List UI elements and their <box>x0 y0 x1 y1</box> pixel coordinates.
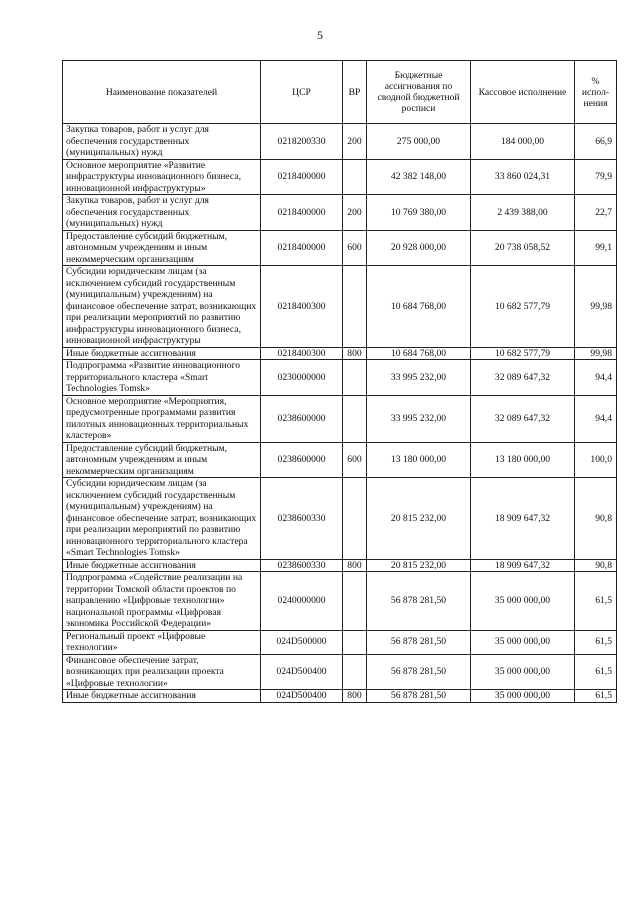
cell-vr <box>343 478 367 560</box>
cell-name: Подпрограмма «Содействие реализации на территории Томской области проектов по направлению «Цифровые технологии» национальной программы «Цифровая экономика Российской Федерации» <box>63 572 261 631</box>
cell-vr: 200 <box>343 124 367 160</box>
cell-vr: 600 <box>343 230 367 266</box>
table-row <box>63 124 617 160</box>
cell-vr <box>343 572 367 631</box>
cell-pct: 99,98 <box>575 347 617 360</box>
cell-pct: 61,5 <box>575 630 617 654</box>
cell-pct: 66,9 <box>575 124 617 160</box>
cell-vr <box>343 360 367 396</box>
cell-cash: 18 909 647,32 <box>471 559 575 572</box>
cell-pct: 90,8 <box>575 559 617 572</box>
cell-pct: 61,5 <box>575 572 617 631</box>
cell-budget: 56 878 281,50 <box>367 630 471 654</box>
cell-name: Иные бюджетные ассигнования <box>63 559 261 572</box>
cell-cash: 13 180 000,00 <box>471 442 575 478</box>
header-csr: ЦСР <box>261 61 343 124</box>
table-row <box>63 559 617 572</box>
cell-vr: 800 <box>343 690 367 703</box>
cell-name: Предоставление субсидий бюджетным, автономным учреждениям и иным некоммерческим организациям <box>63 230 261 266</box>
cell-name: Субсидии юридическим лицам (за исключением субсидий государственным (муниципальным) учреждениям) на финансовое обеспечение затрат, возникающих при реализации мероприятий по развитию инновационного территориального кластера «Smart Technologies Tomsk» <box>63 478 261 560</box>
cell-budget: 33 995 232,00 <box>367 395 471 442</box>
cell-name: Закупка товаров, работ и услуг для обеспечения государственных (муниципальных) нужд <box>63 124 261 160</box>
cell-csr: 0238600330 <box>261 478 343 560</box>
page-number: 5 <box>317 28 323 42</box>
cell-pct: 90,8 <box>575 478 617 560</box>
cell-vr: 800 <box>343 559 367 572</box>
cell-budget: 20 815 232,00 <box>367 559 471 572</box>
cell-cash: 2 439 388,00 <box>471 195 575 231</box>
cell-csr: 0238600000 <box>261 395 343 442</box>
cell-budget: 13 180 000,00 <box>367 442 471 478</box>
table-header-row <box>63 61 617 124</box>
table-row <box>63 572 617 631</box>
cell-pct: 94,4 <box>575 395 617 442</box>
cell-csr: 0238600000 <box>261 442 343 478</box>
cell-name: Основное мероприятие «Мероприятия, предусмотренные программами развития пилотных инновационных территориальных кластеров» <box>63 395 261 442</box>
cell-csr: 0240000000 <box>261 572 343 631</box>
table-row <box>63 690 617 703</box>
cell-budget: 10 684 768,00 <box>367 347 471 360</box>
cell-cash: 18 909 647,32 <box>471 478 575 560</box>
cell-cash: 10 682 577,79 <box>471 266 575 348</box>
table-row <box>63 195 617 231</box>
cell-pct: 22,7 <box>575 195 617 231</box>
table-row <box>63 395 617 442</box>
cell-name: Основное мероприятие «Развитие инфраструктуры инновационного бизнеса, инновационной инфраструктуры» <box>63 159 261 195</box>
cell-name: Подпрограмма «Развитие инновационного территориального кластера «Smart Technologies Tomsk» <box>63 360 261 396</box>
cell-budget: 10 684 768,00 <box>367 266 471 348</box>
budget-table <box>62 60 617 703</box>
cell-csr: 0218400000 <box>261 230 343 266</box>
cell-vr <box>343 159 367 195</box>
cell-budget: 20 928 000,00 <box>367 230 471 266</box>
cell-budget: 20 815 232,00 <box>367 478 471 560</box>
table-row <box>63 442 617 478</box>
cell-cash: 35 000 000,00 <box>471 690 575 703</box>
cell-pct: 94,4 <box>575 360 617 396</box>
cell-cash: 32 089 647,32 <box>471 360 575 396</box>
cell-cash: 33 860 024,31 <box>471 159 575 195</box>
cell-vr <box>343 266 367 348</box>
cell-cash: 35 000 000,00 <box>471 654 575 690</box>
cell-pct: 79,9 <box>575 159 617 195</box>
cell-name: Иные бюджетные ассигнования <box>63 347 261 360</box>
cell-pct: 99,98 <box>575 266 617 348</box>
cell-vr: 800 <box>343 347 367 360</box>
cell-pct: 61,5 <box>575 690 617 703</box>
cell-vr <box>343 630 367 654</box>
table-row <box>63 360 617 396</box>
cell-name: Иные бюджетные ассигнования <box>63 690 261 703</box>
cell-name: Субсидии юридическим лицам (за исключением субсидий государственным (муниципальным) учреждениям) на финансовое обеспечение затрат, возникающих при реализации мероприятий по развитию инфраструктуры инновационного бизнеса, инновационной инфраструктуры <box>63 266 261 348</box>
header-pct: % испол-нения <box>575 61 617 124</box>
cell-vr <box>343 654 367 690</box>
cell-cash: 10 682 577,79 <box>471 347 575 360</box>
table-row <box>63 630 617 654</box>
cell-csr: 0218200330 <box>261 124 343 160</box>
cell-name: Закупка товаров, работ и услуг для обеспечения государственных (муниципальных) нужд <box>63 195 261 231</box>
cell-budget: 56 878 281,50 <box>367 690 471 703</box>
cell-csr: 0218400000 <box>261 159 343 195</box>
cell-budget: 275 000,00 <box>367 124 471 160</box>
cell-cash: 184 000,00 <box>471 124 575 160</box>
table-row <box>63 654 617 690</box>
cell-name: Финансовое обеспечение затрат, возникающих при реализации проекта «Цифровые технологии» <box>63 654 261 690</box>
cell-csr: 0238600330 <box>261 559 343 572</box>
cell-csr: 0230000000 <box>261 360 343 396</box>
cell-csr: 024D500400 <box>261 654 343 690</box>
table-row <box>63 478 617 560</box>
cell-vr <box>343 395 367 442</box>
cell-budget: 33 995 232,00 <box>367 360 471 396</box>
cell-pct: 99,1 <box>575 230 617 266</box>
header-vr: ВР <box>343 61 367 124</box>
cell-csr: 0218400300 <box>261 347 343 360</box>
cell-cash: 32 089 647,32 <box>471 395 575 442</box>
table-row <box>63 347 617 360</box>
cell-name: Региональный проект «Цифровые технологии» <box>63 630 261 654</box>
header-budget: Бюджетные ассигнования по сводной бюджетной росписи <box>367 61 471 124</box>
header-cash: Кассовое исполнение <box>471 61 575 124</box>
cell-vr: 600 <box>343 442 367 478</box>
cell-csr: 0218400300 <box>261 266 343 348</box>
cell-cash: 20 738 058,52 <box>471 230 575 266</box>
header-name: Наименование показателей <box>63 61 261 124</box>
cell-csr: 024D500000 <box>261 630 343 654</box>
cell-csr: 024D500400 <box>261 690 343 703</box>
cell-cash: 35 000 000,00 <box>471 572 575 631</box>
cell-budget: 56 878 281,50 <box>367 654 471 690</box>
cell-pct: 100,0 <box>575 442 617 478</box>
cell-budget: 56 878 281,50 <box>367 572 471 631</box>
cell-vr: 200 <box>343 195 367 231</box>
cell-name: Предоставление субсидий бюджетным, автономным учреждениям и иным некоммерческим организациям <box>63 442 261 478</box>
table-row <box>63 266 617 348</box>
cell-pct: 61,5 <box>575 654 617 690</box>
cell-csr: 0218400000 <box>261 195 343 231</box>
table-row <box>63 159 617 195</box>
cell-budget: 10 769 380,00 <box>367 195 471 231</box>
cell-budget: 42 382 148,00 <box>367 159 471 195</box>
table-row <box>63 230 617 266</box>
cell-cash: 35 000 000,00 <box>471 630 575 654</box>
